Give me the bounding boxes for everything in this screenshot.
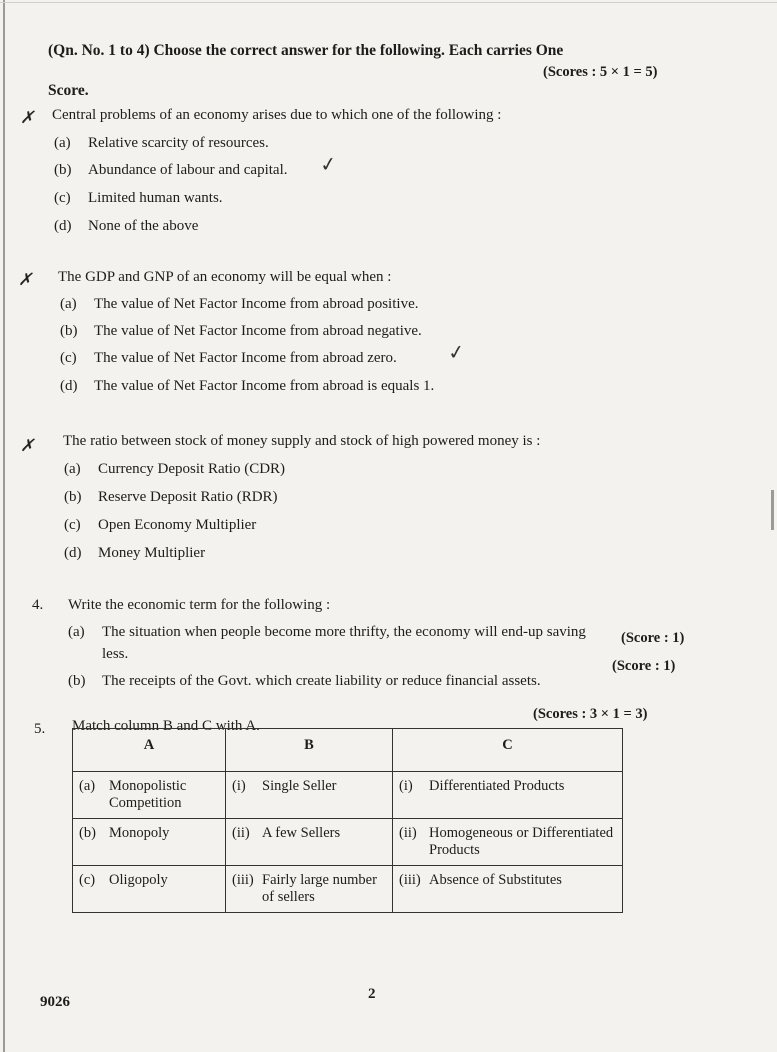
handwritten-mark-q3: ✗	[20, 436, 35, 456]
question-1-text: Central problems of an economy arises due to which one of the following :	[52, 107, 502, 123]
handwritten-mark-q2: ✗	[18, 270, 33, 290]
column-header-c: C	[393, 729, 623, 772]
paper-code: 9026	[40, 994, 70, 1010]
column-header-b: B	[226, 729, 393, 772]
table-row	[73, 772, 623, 819]
answer-tick-icon: ✓	[446, 338, 467, 366]
q3-option-d: (d) Money Multiplier	[64, 545, 206, 561]
q4-part-b: (b) The receipts of the Govt. which create liability or reduce financial assets.	[68, 673, 541, 689]
table-row	[73, 819, 623, 866]
cell-b: (iii) Fairly large number of sellers	[226, 866, 393, 913]
cell-c: (i) Differentiated Products	[393, 772, 623, 819]
top-edge-line	[0, 2, 777, 3]
column-header-a: A	[73, 729, 226, 772]
q4b-score: (Score : 1)	[612, 658, 676, 674]
q2-option-c: (c) The value of Net Factor Income from abroad zero.	[60, 350, 397, 366]
handwritten-mark-q1: ✗	[20, 108, 35, 128]
cell-a: (a) Monopolistic Competition	[73, 772, 226, 819]
cell-a: (c) Oligopoly	[73, 866, 226, 913]
q3-option-b: (b) Reserve Deposit Ratio (RDR)	[64, 489, 278, 505]
q1-option-c: (c) Limited human wants.	[54, 190, 223, 206]
table-header-row	[73, 729, 623, 772]
section-instruction-cont: Score.	[48, 82, 89, 99]
q5-scores: (Scores : 3 × 1 = 3)	[533, 706, 648, 722]
q1-option-b: (b) Abundance of labour and capital.	[54, 162, 288, 178]
q2-option-d: (d) The value of Net Factor Income from abroad is equals 1.	[60, 378, 435, 394]
question-5-text: Match column B and C with A.	[72, 718, 260, 734]
cell-c: (ii) Homogeneous or Differentiated Products	[393, 819, 623, 866]
question-4-number: 4.	[32, 597, 44, 613]
question-4-text: Write the economic term for the following :	[68, 597, 331, 613]
table-row	[73, 866, 623, 913]
q4-part-a: (a) The situation when people become more thrifty, the economy will end-up saving	[68, 624, 586, 640]
q1-option-d: (d) None of the above	[54, 218, 199, 234]
section-scores: (Scores : 5 × 1 = 5)	[543, 64, 658, 80]
q4-part-a-cont: less.	[102, 646, 129, 662]
page-number: 2	[368, 986, 376, 1002]
question-5-number: 5.	[34, 721, 46, 737]
q2-option-a: (a) The value of Net Factor Income from abroad positive.	[60, 296, 419, 312]
q1-option-a: (a) Relative scarcity of resources.	[54, 135, 269, 151]
q2-option-b: (b) The value of Net Factor Income from abroad negative.	[60, 323, 422, 339]
question-2-text: The GDP and GNP of an economy will be equal when :	[58, 269, 392, 285]
answer-tick-icon: ✓	[318, 150, 339, 178]
question-3-text: The ratio between stock of money supply and stock of high powered money is :	[63, 433, 541, 449]
right-edge-mark	[771, 490, 774, 530]
section-instruction: (Qn. No. 1 to 4) Choose the correct answer for the following. Each carries One	[48, 42, 564, 59]
q3-option-c: (c) Open Economy Multiplier	[64, 517, 257, 533]
cell-b: (ii) A few Sellers	[226, 819, 393, 866]
q3-option-a: (a) Currency Deposit Ratio (CDR)	[64, 461, 286, 477]
cell-c: (iii) Absence of Substitutes	[393, 866, 623, 913]
cell-b: (i) Single Seller	[226, 772, 393, 819]
page-edge-line	[3, 0, 5, 1052]
q4a-score: (Score : 1)	[621, 630, 685, 646]
cell-a: (b) Monopoly	[73, 819, 226, 866]
match-table	[72, 728, 623, 913]
